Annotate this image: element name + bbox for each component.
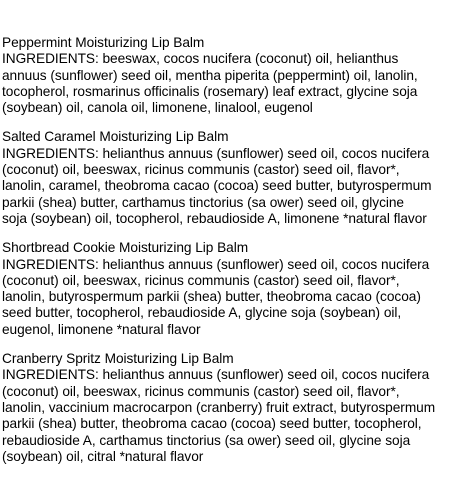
product-cranberry-spritz — [2, 351, 458, 465]
product-title: Peppermint Moisturizing Lip Balm — [2, 35, 205, 50]
ingredients-line: (coconut) oil, beeswax, ricinus communis (castor) seed oil, flavor*, — [2, 162, 400, 178]
ingredients-line: soja (soybean) oil, tocopherol, rebaudioside A, limonene *natural flavor — [2, 210, 427, 226]
ingredients-line: eugenol, limonene *natural flavor — [2, 321, 201, 337]
product-title: Shortbread Cookie Moisturizing Lip Balm — [2, 240, 249, 256]
product-title: Salted Caramel Moisturizing Lip Balm — [2, 129, 229, 145]
ingredients-line: INGREDIENTS: helianthus annuus (sunflower) seed oil, cocos nucifera — [2, 367, 430, 383]
product-shortbread-cookie — [2, 240, 458, 338]
ingredients-line: tocopherol, rosmarinus officinalis (rosemary) leaf extract, glycine soja — [2, 83, 418, 99]
ingredients-line: INGREDIENTS: beeswax, cocos nucifera (coconut) oil, helianthus — [2, 51, 399, 67]
ingredients-document — [2, 35, 458, 478]
ingredients-line: lanolin, caramel, theobroma cacao (cocoa) seed butter, butyrospermum — [2, 178, 432, 194]
product-title: Cranberry Spritz Moisturizing Lip Balm — [2, 351, 234, 367]
ingredients-line: (coconut) oil, beeswax, ricinus communis (castor) seed oil, flavor*, — [2, 272, 400, 288]
ingredients-line: (coconut) oil, beeswax, ricinus communis (castor) seed oil, flavor*, — [2, 383, 400, 399]
ingredients-line: annuus (sunflower) seed oil, mentha piperita (peppermint) oil, lanolin, — [2, 67, 418, 83]
product-peppermint — [2, 35, 458, 116]
ingredients-line: parkii (shea) butter, carthamus tinctorius (sa ower) seed oil, glycine — [2, 194, 404, 210]
ingredients-line: rebaudioside A, carthamus tinctorius (sa ower) seed oil, glycine soja — [2, 432, 411, 448]
ingredients-line: (soybean) oil, canola oil, limonene, linalool, eugenol — [2, 100, 313, 116]
ingredients-line: INGREDIENTS: helianthus annuus (sunflower) seed oil, cocos nucifera — [2, 145, 430, 161]
ingredients-line: seed butter, tocopherol, rebaudioside A, glycine soja (soybean) oil, — [2, 305, 402, 321]
ingredients-line: lanolin, vaccinium macrocarpon (cranberry) fruit extract, butyrospermum — [2, 399, 436, 415]
product-salted-caramel — [2, 129, 458, 227]
ingredients-line: lanolin, butyrospermum parkii (shea) butter, theobroma cacao (cocoa) — [2, 289, 421, 305]
ingredients-line: (soybean) oil, citral *natural flavor — [2, 448, 204, 464]
ingredients-line: parkii (shea) butter, theobroma cacao (cocoa) seed butter, tocopherol, — [2, 416, 422, 432]
ingredients-line: INGREDIENTS: helianthus annuus (sunflower) seed oil, cocos nucifera — [2, 256, 430, 272]
